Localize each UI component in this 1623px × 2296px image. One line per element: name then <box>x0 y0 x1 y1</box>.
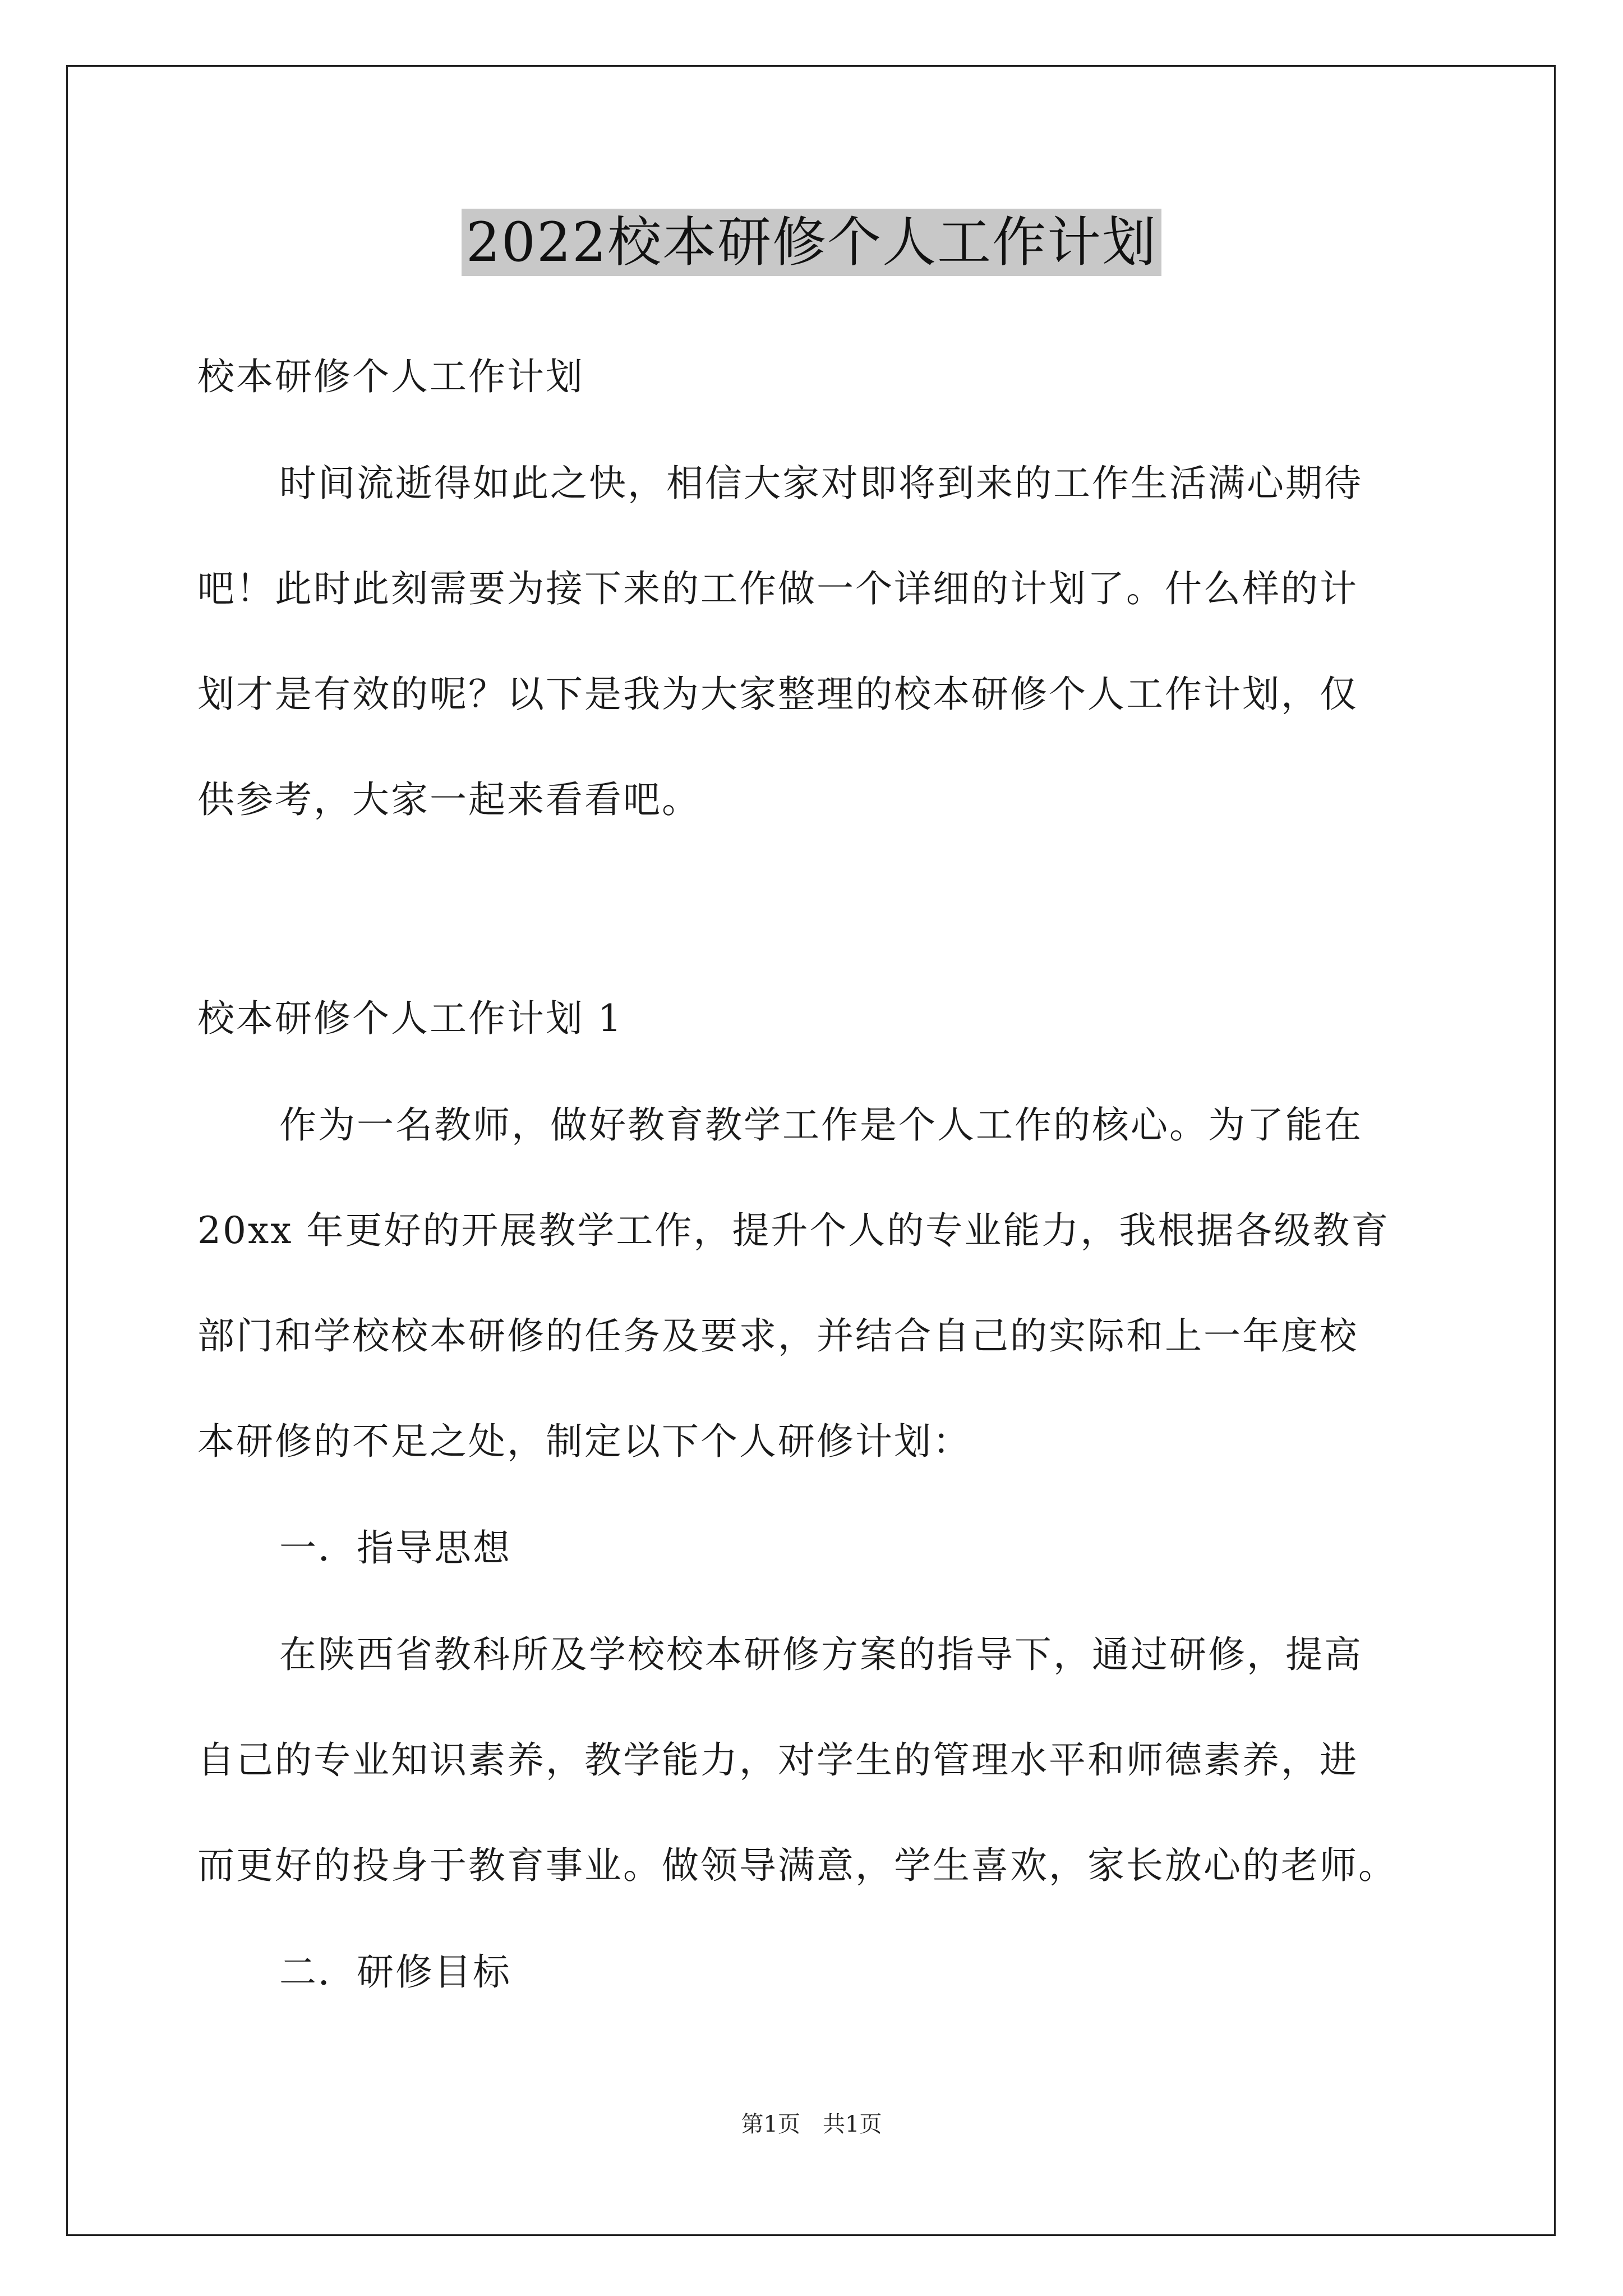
subheading-guiding-thought: 一．指导思想 <box>279 1526 511 1570</box>
intro-paragraph-line: 时间流逝得如此之快，相信大家对即将到来的工作生活满心期待 <box>279 462 1363 505</box>
guiding-paragraph-line: 在陕西省教科所及学校校本研修方案的指导下，通过研修，提高 <box>279 1633 1363 1676</box>
page-footer: 第1页 共1页 <box>741 2111 882 2137</box>
document-title <box>0 209 1623 282</box>
document-title-text: 2022校本研修个人工作计划 <box>462 209 1161 276</box>
section-heading: 校本研修个人工作计划 1 <box>197 997 623 1040</box>
intro-heading: 校本研修个人工作计划 <box>197 355 584 398</box>
section-paragraph-line: 部门和学校校本研修的任务及要求，并结合自己的实际和上一年度校 <box>197 1314 1358 1358</box>
subheading-research-goals: 二．研修目标 <box>279 1950 511 1994</box>
guiding-paragraph-line: 而更好的投身于教育事业。做领导满意，学生喜欢，家长放心的老师。 <box>197 1844 1397 1887</box>
intro-paragraph-line: 吧！此时此刻需要为接下来的工作做一个详细的计划了。什么样的计 <box>197 567 1358 610</box>
section-paragraph-line: 作为一名教师，做好教育教学工作是个人工作的核心。为了能在 <box>279 1103 1363 1147</box>
section-paragraph-line: 20xx 年更好的开展教学工作，提升个人的专业能力，我根据各级教育 <box>197 1209 1390 1252</box>
intro-paragraph-line: 供参考，大家一起来看看吧。 <box>197 778 700 821</box>
guiding-paragraph-line: 自己的专业知识素养，教学能力，对学生的管理水平和师德素养，进 <box>197 1738 1358 1782</box>
section-paragraph-line: 本研修的不足之处，制定以下个人研修计划： <box>197 1420 971 1463</box>
intro-paragraph-line: 划才是有效的呢？以下是我为大家整理的校本研修个人工作计划，仅 <box>197 673 1358 716</box>
